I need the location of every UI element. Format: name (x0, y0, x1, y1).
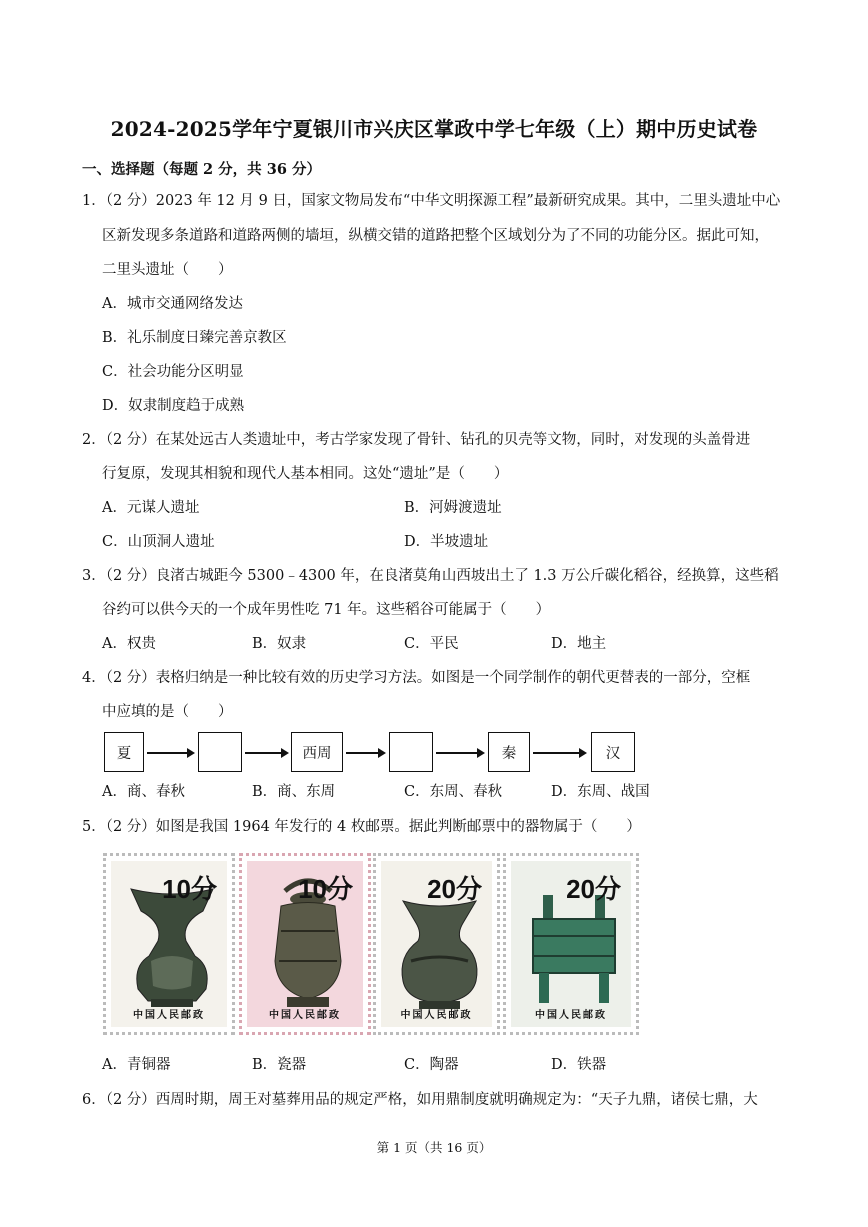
q5-option-a[interactable]: A．青铜器 (102, 1057, 171, 1073)
stamp-1-value: 10分 (162, 874, 217, 904)
q4-option-c[interactable]: C．东周、春秋 (404, 784, 503, 800)
q1-option-a[interactable]: A．城市交通网络发达 (102, 296, 243, 312)
stamp-2-caption: 中国人民邮政 (269, 1010, 341, 1021)
dynasty-box-5: 秦 (488, 732, 530, 772)
dynasty-box-6: 汉 (591, 732, 635, 772)
q4-line-1: 4．（2 分）表格归纳是一种比较有效的历史学习方法。如图是一个同学制作的朝代更替表的一部分，空框 (82, 670, 751, 686)
q5-option-d[interactable]: D．铁器 (551, 1057, 607, 1073)
q1-line-3: 二里头遗址（ ） (102, 262, 233, 278)
arrow-2 (245, 752, 287, 754)
stamp-4-caption: 中国人民邮政 (535, 1010, 607, 1021)
arrow-5 (533, 752, 585, 754)
dynasty-box-2[interactable] (198, 732, 242, 772)
stamp-2 (239, 853, 371, 1035)
stamp-2-face (247, 861, 363, 1027)
q2-option-c[interactable]: C．山顶洞人遗址 (102, 534, 215, 550)
q2-option-a[interactable]: A．元谋人遗址 (102, 500, 200, 516)
q6-line-1: 6．（2 分）西周时期，周王对墓葬用品的规定严格，如用鼎制度就明确规定为：“天子九鼎，诸侯七鼎，大 (82, 1092, 758, 1108)
q2-option-b[interactable]: B．河姆渡遗址 (404, 500, 502, 516)
stamp-4-value: 20分 (566, 874, 621, 904)
q3-option-d[interactable]: D．地主 (551, 636, 607, 652)
dynasty-box-4[interactable] (389, 732, 433, 772)
stamp-3-face (381, 861, 492, 1027)
q1-line-2: 区新发现多条道路和道路两侧的墙垣，纵横交错的道路把整个区域划分为了不同的功能分区。据此可知， (102, 228, 769, 244)
q3-option-a[interactable]: A．权贵 (102, 636, 156, 652)
q1-option-b[interactable]: B．礼乐制度日臻完善京教区 (102, 330, 287, 346)
arrow-4 (436, 752, 483, 754)
q3-line-1: 3．（2 分）良渚古城距今 5300﹣4300 年，在良渚莫角山西坡出土了 1.3 万公斤碳化稻谷，经换算，这些稻 (82, 568, 779, 584)
dynasty-box-1: 夏 (104, 732, 144, 772)
stamp-4-face (511, 861, 631, 1027)
dynasty-box-3: 西周 (291, 732, 343, 772)
q3-option-b[interactable]: B．奴隶 (252, 636, 307, 652)
q4-option-a[interactable]: A．商、春秋 (102, 784, 185, 800)
stamp-3-caption: 中国人民邮政 (400, 1010, 473, 1021)
stamp-1 (103, 853, 235, 1035)
q1-option-c[interactable]: C．社会功能分区明显 (102, 364, 244, 380)
arrow-3 (346, 752, 384, 754)
q1-option-d[interactable]: D．奴隶制度趋于成熟 (102, 398, 245, 414)
q2-line-2: 行复原，发现其相貌和现代人基本相同。这处“遗址”是（ ） (102, 466, 509, 482)
q3-line-2: 谷约可以供今天的一个成年男性吃 71 年。这些稻谷可能属于（ ） (102, 602, 551, 618)
q5-line-1: 5．（2 分）如图是我国 1964 年发行的 4 枚邮票。据此判断邮票中的器物属于（ ） (82, 819, 641, 835)
stamp-3 (373, 853, 500, 1035)
page-footer: 第 1 页（共 16 页） (376, 1140, 492, 1155)
q4-option-b[interactable]: B．商、东周 (252, 784, 336, 800)
q2-option-d[interactable]: D．半坡遗址 (404, 534, 489, 550)
q2-line-1: 2．（2 分）在某处远古人类遗址中，考古学家发现了骨针、钻孔的贝壳等文物，同时，对发现的头盖骨进 (82, 432, 751, 448)
stamp-4 (503, 853, 639, 1035)
section-heading: 一、选择题（每题 2 分，共 36 分） (82, 161, 321, 178)
arrow-1 (147, 752, 193, 754)
q5-option-c[interactable]: C．陶器 (404, 1057, 459, 1073)
q4-option-d[interactable]: D．东周、战国 (551, 784, 650, 800)
q1-line-1: 1．（2 分）2023 年 12 月 9 日，国家文物局发布“中华文明探源工程”最新研究成果。其中，二里头遗址中心 (82, 193, 781, 209)
q4-line-2: 中应填的是（ ） (102, 704, 233, 720)
stamp-3-value: 20分 (427, 874, 482, 904)
stamp-2-value: 10分 (298, 874, 353, 904)
stamp-1-caption: 中国人民邮政 (133, 1010, 205, 1021)
q3-option-c[interactable]: C．平民 (404, 636, 459, 652)
stamp-1-face (111, 861, 227, 1027)
exam-title: 2024-2025学年宁夏银川市兴庆区掌政中学七年级（上）期中历史试卷 (110, 117, 758, 141)
q5-option-b[interactable]: B．瓷器 (252, 1057, 307, 1073)
